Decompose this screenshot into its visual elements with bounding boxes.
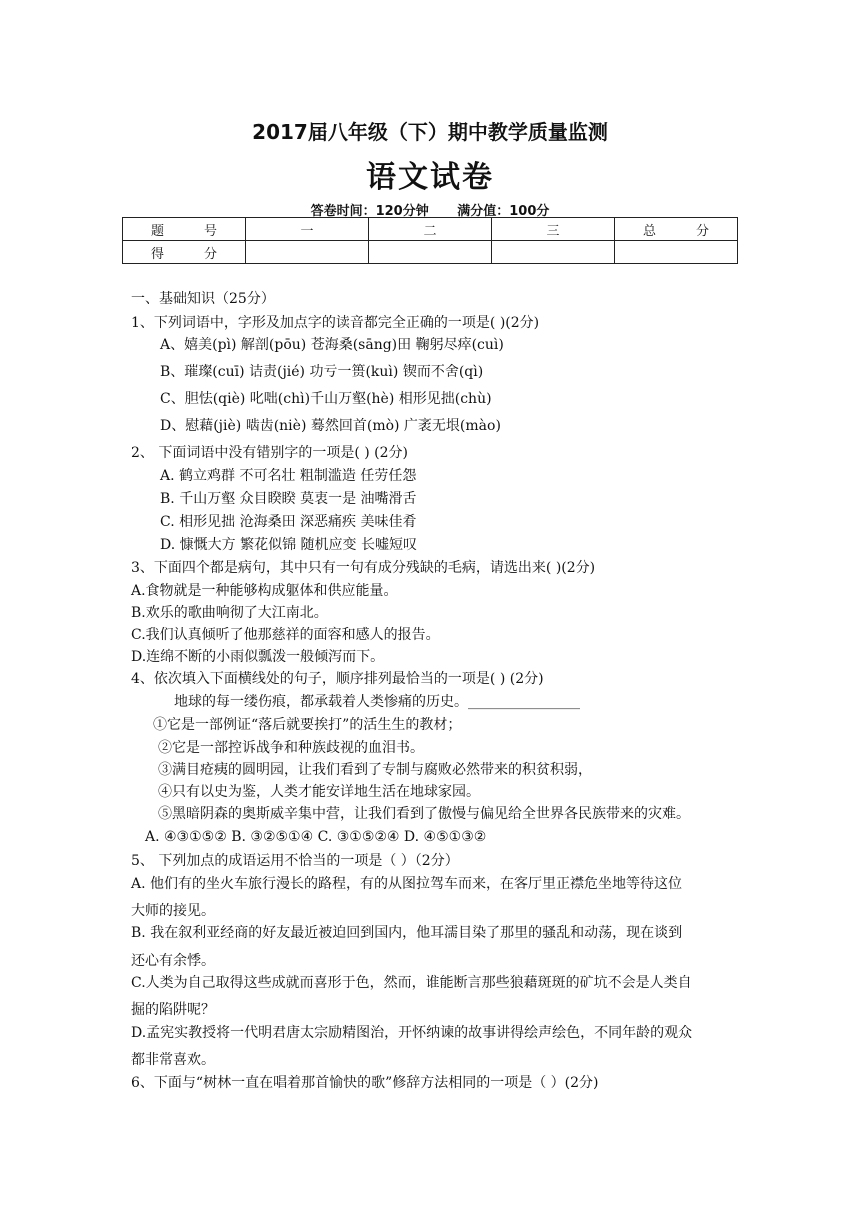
sentence-item: ⑤黑暗阴森的奥斯威辛集中营，让我们看到了傲慢与偏见给全世界各民族带来的灾难。 [158, 806, 690, 822]
option-line: C.我们认真倾听了他那慈祥的面容和感人的报告。 [131, 627, 440, 643]
question-stem: 5、 下列加点的成语运用不恰当的一项是（ ）（2分） [131, 853, 459, 869]
option-line: A. 他们有的坐火车旅行漫长的路程，有的从图拉驾车而来，在客厅里正襟危坐地等待这位 [131, 876, 683, 892]
exam-subtitle: 语文试卷 [366, 160, 494, 195]
score-table-cell: 题 号 [123, 218, 246, 241]
option-line: B. 我在叙利亚经商的好友最近被迫回到国内，他耳濡目染了那里的骚乱和动荡，现在谈到 [131, 925, 683, 941]
option-line: D、慰藉(jiè) 啮齿(niè) 蓦然回首(mò) 广袤无垠(mào) [160, 418, 501, 434]
exam-title: 2017届八年级（下）期中教学质量监测 [252, 120, 608, 144]
option-line: B.欢乐的歌曲响彻了大江南北。 [131, 605, 328, 621]
option-line: B. 千山万壑 众目睽睽 莫衷一是 油嘴滑舌 [160, 491, 417, 507]
option-line: D.孟宪实教授将一代明君唐太宗励精图治，开怀纳谏的故事讲得绘声绘色，不同年龄的观众 [131, 1025, 693, 1041]
score-table-cell: 总 分 [615, 218, 738, 241]
exam-time: 答卷时间：120分钟 [310, 204, 429, 219]
option-line: 大师的接见。 [131, 903, 215, 919]
option-line: C. 相形见拙 沧海桑田 深恶痛疾 美味佳肴 [160, 514, 417, 530]
question-stem: 4、依次填入下面横线处的句子，顺序排列最恰当的一项是( ) (2分) [131, 671, 544, 687]
option-line: 都非常喜欢。 [131, 1052, 215, 1068]
score-input-cell [615, 241, 738, 264]
option-line: A.食物就是一种能够构成躯体和供应能量。 [131, 583, 398, 599]
sentence-item: ④只有以史为鉴，人类才能安详地生活在地球家园。 [158, 784, 480, 800]
question-stem: 1、下列词语中，字形及加点字的读音都完全正确的一项是( )(2分) [131, 315, 540, 331]
section-heading: 一、基础知识（25分） [131, 291, 275, 307]
score-input-cell [246, 241, 369, 264]
question-lead: 地球的每一缕伤痕，都承载着人类惨痛的历史。________________ [174, 694, 580, 710]
option-line: A、嬉美(pì) 解剖(pōu) 苍海桑(sāng)田 鞠躬尽瘁(cuì) [160, 337, 504, 353]
question-stem: 6、下面与“树林一直在唱着那首愉快的歌”修辞方法相同的一项是（ ）(2分) [131, 1075, 599, 1091]
question-stem: 3、下面四个都是病句，其中只有一句有成分残缺的毛病，请选出来( )(2分) [131, 560, 596, 576]
score-input-cell [369, 241, 492, 264]
option-line: C.人类为自己取得这些成就而喜形于色，然而，谁能断言那些狼藉斑斑的矿坑不会是人类自 [131, 975, 692, 991]
score-input-cell [492, 241, 615, 264]
score-table-header-row [123, 218, 738, 241]
score-table [122, 217, 738, 264]
sentence-item: ②它是一部控诉战争和种族歧视的血泪书。 [158, 740, 424, 756]
score-table-cell: 一 [246, 218, 369, 241]
option-line: 掘的陷阱呢？ [131, 1002, 215, 1018]
sentence-item: ③满目疮痍的圆明园，让我们看到了专制与腐败必然带来的积贫积弱， [158, 762, 592, 778]
option-line: D. 慷慨大方 繁花似锦 随机应变 长嘘短叹 [160, 537, 417, 553]
option-line: C、胆怯(qiè) 叱咄(chì)千山万壑(hè) 相形见拙(chù) [160, 391, 492, 407]
question-stem: 2、 下面词语中没有错别字的一项是( ) (2分) [131, 445, 409, 461]
sentence-item: ①它是一部例证“落后就要挨打”的活生生的教材； [153, 717, 462, 733]
option-line: 还心有余悸。 [131, 953, 215, 969]
option-line: A. 鹤立鸡群 不可名壮 粗制滥造 任劳任怨 [160, 468, 417, 484]
option-line: B、璀璨(cuī) 诘责(jié) 功亏一篑(kuì) 锲而不舍(qì) [160, 364, 484, 380]
exam-total-score: 满分值：100分 [457, 204, 550, 219]
score-table-cell: 三 [492, 218, 615, 241]
option-line: D.连绵不断的小雨似瓢泼一般倾泻而下。 [131, 649, 385, 665]
score-table-cell: 得 分 [123, 241, 246, 264]
answer-choices: A. ④③①⑤② B. ③②⑤①④ C. ③①⑤②④ D. ④⑤①③② [145, 829, 487, 845]
score-table-score-row [123, 241, 738, 264]
score-table-cell: 二 [369, 218, 492, 241]
